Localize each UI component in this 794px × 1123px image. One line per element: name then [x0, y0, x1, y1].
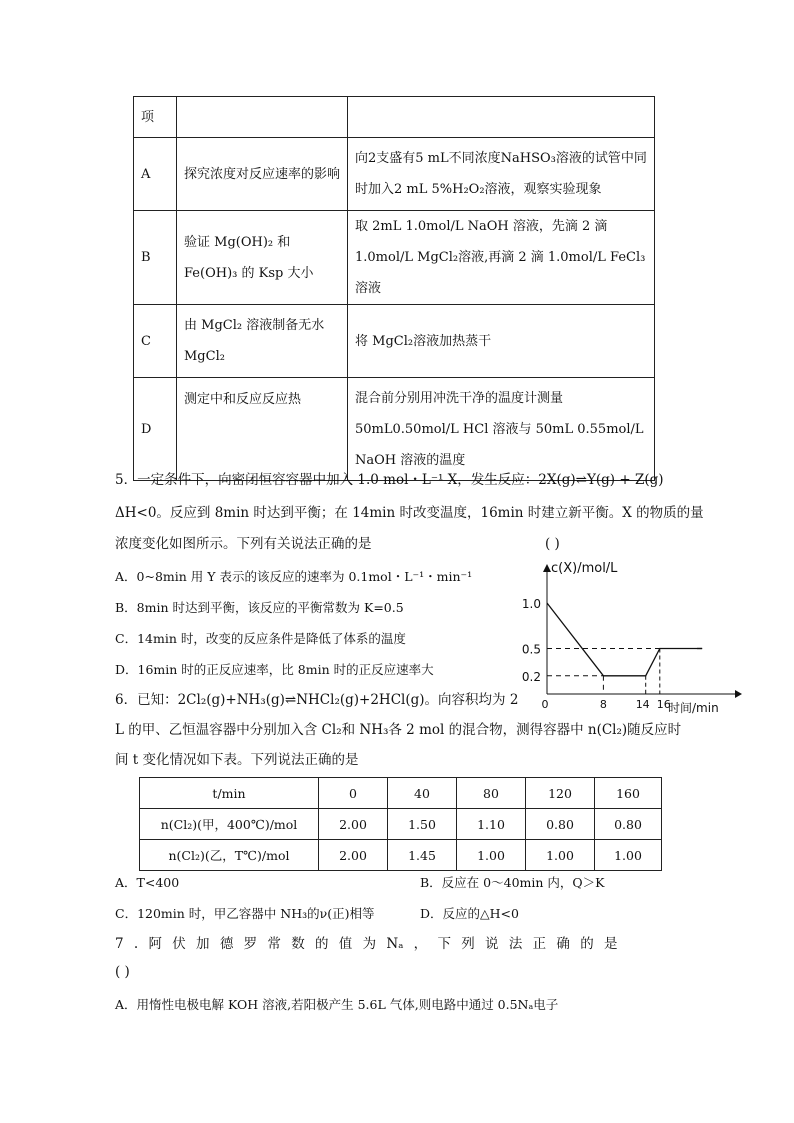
- header-cell: 项: [134, 97, 177, 138]
- table-cell: 0.80: [526, 809, 595, 840]
- table-row: [134, 97, 655, 138]
- y-axis-label: c(X)/mol/L: [551, 561, 618, 576]
- options-table: [133, 96, 655, 481]
- q6-option-d: D．反应的△H<0: [420, 906, 519, 921]
- row-purpose: 由 MgCl₂ 溶液制备无水 MgCl₂: [177, 305, 348, 378]
- q5-option-c: C．14min 时，改变的反应条件是降低了体系的温度: [115, 631, 406, 646]
- table-cell: 2.00: [319, 840, 388, 871]
- row-operation: 混合前分别用冲洗干净的温度计测量 50mL0.50mol/L HCl 溶液与 50mL 0.55mol/L NaOH 溶液的温度: [348, 378, 655, 481]
- header-cell: [177, 97, 348, 138]
- table-cell: 1.00: [595, 840, 662, 871]
- table-row: [140, 809, 662, 840]
- x-tick-label: 14: [635, 698, 650, 711]
- concentration-chart: [510, 550, 750, 720]
- y-tick-label: 0.2: [521, 669, 541, 684]
- q5-stem-line2: ΔH<0。反应到 8min 时达到平衡；在 14min 时改变温度，16min 时建立新平衡。X 的物质的量: [115, 505, 704, 521]
- q5-option-d: D．16min 时的正反应速率，比 8min 时的正反应速率大: [115, 662, 434, 677]
- q7-option-a: A．用惰性电极电解 KOH 溶液,若阳极产生 5.6L 气体,则电路中通过 0.5Nₐ电子: [115, 997, 559, 1012]
- q6-stem-line1: 6．已知：2Cl₂(g)+NH₃(g)⇌NHCl₂(g)+2HCl(g)。向容积均为 2: [115, 692, 519, 708]
- table-header-row: [140, 778, 662, 809]
- column-header: 80: [457, 778, 526, 809]
- table-cell: 1.50: [388, 809, 457, 840]
- row-operation: 向2支盛有5 mL不同浓度NaHSO₃溶液的试管中同时加入2 mL 5%H₂O₂溶液，观察实验现象: [348, 138, 655, 211]
- row-label: n(Cl₂)(乙，T℃)/mol: [140, 840, 319, 871]
- row-label: A: [134, 138, 177, 211]
- row-label: n(Cl₂)(甲，400℃)/mol: [140, 809, 319, 840]
- row-operation: 将 MgCl₂溶液加热蒸干: [348, 305, 655, 378]
- row-label: D: [134, 378, 177, 481]
- row-purpose: 探究浓度对反应速率的影响: [177, 138, 348, 211]
- q5-stem-line3: 浓度变化如图所示。下列有关说法正确的是: [115, 536, 372, 552]
- q6-option-c: C．120min 时，甲乙容器中 NH₃的ν(正)相等: [115, 906, 375, 921]
- q7-stem-line1: 7 . 阿 伏 加 德 罗 常 数 的 值 为 Nₐ ， 下 列 说 法 正 确 的 是: [115, 936, 618, 952]
- cl2-data-table: [139, 777, 662, 871]
- q6-stem-line2: L 的甲、乙恒温容器中分别加入含 Cl₂和 NH₃各 2 mol 的混合物，测得容器中 n(Cl₂)随反应时: [115, 722, 682, 738]
- row-label: C: [134, 305, 177, 378]
- row-purpose: 验证 Mg(OH)₂ 和 Fe(OH)₃ 的 Ksp 大小: [177, 211, 348, 305]
- x-axis-arrow: [735, 690, 742, 698]
- row-purpose: 测定中和反应反应热: [177, 378, 348, 481]
- y-tick-label: 0.5: [521, 642, 541, 657]
- column-header: 160: [595, 778, 662, 809]
- column-header: 0: [319, 778, 388, 809]
- q6-stem-line3: 间 t 变化情况如下表。下列说法正确的是: [115, 752, 359, 768]
- table-row: [134, 138, 655, 211]
- row-operation: 取 2mL 1.0mol/L NaOH 溶液，先滴 2 滴 1.0mol/L MgCl₂溶液,再滴 2 滴 1.0mol/L FeCl₃溶液: [348, 211, 655, 305]
- q5-stem-line1: 5．一定条件下，向密闭恒容容器中加入 1.0 mol・L⁻¹ X，发生反应：2X(g)⇌Y(g) + Z(g): [115, 472, 664, 488]
- x-tick-label: 0: [541, 698, 549, 711]
- q6-option-a: A．T<400: [115, 875, 180, 890]
- y-tick-label: 1.0: [521, 597, 541, 611]
- x-tick-label: 8: [599, 698, 607, 711]
- x-tick-label: 16: [656, 698, 671, 711]
- q5-answer-bracket: ( ): [545, 536, 560, 552]
- table-cell: 1.00: [526, 840, 595, 871]
- q6-option-b: B．反应在 0～40min 内，Q＞K: [420, 875, 605, 890]
- y-axis-arrow: [543, 564, 551, 572]
- column-header: 120: [526, 778, 595, 809]
- table-cell: 1.10: [457, 809, 526, 840]
- table-row: [134, 305, 655, 378]
- column-header: t/min: [140, 778, 319, 809]
- q7-answer-bracket: ( ): [115, 964, 130, 980]
- table-cell: 1.45: [388, 840, 457, 871]
- q5-option-a: A．0~8min 用 Y 表示的该反应的速率为 0.1mol・L⁻¹・min⁻¹: [115, 569, 473, 584]
- table-cell: 1.00: [457, 840, 526, 871]
- x-axis-label: 时间/min: [668, 701, 719, 715]
- q5-option-b: B．8min 时达到平衡，该反应的平衡常数为 K=0.5: [115, 600, 404, 615]
- table-cell: 0.80: [595, 809, 662, 840]
- header-cell: [348, 97, 655, 138]
- table-row: [134, 211, 655, 305]
- series-line-cx: [547, 603, 702, 676]
- table-cell: 2.00: [319, 809, 388, 840]
- column-header: 40: [388, 778, 457, 809]
- row-label: B: [134, 211, 177, 305]
